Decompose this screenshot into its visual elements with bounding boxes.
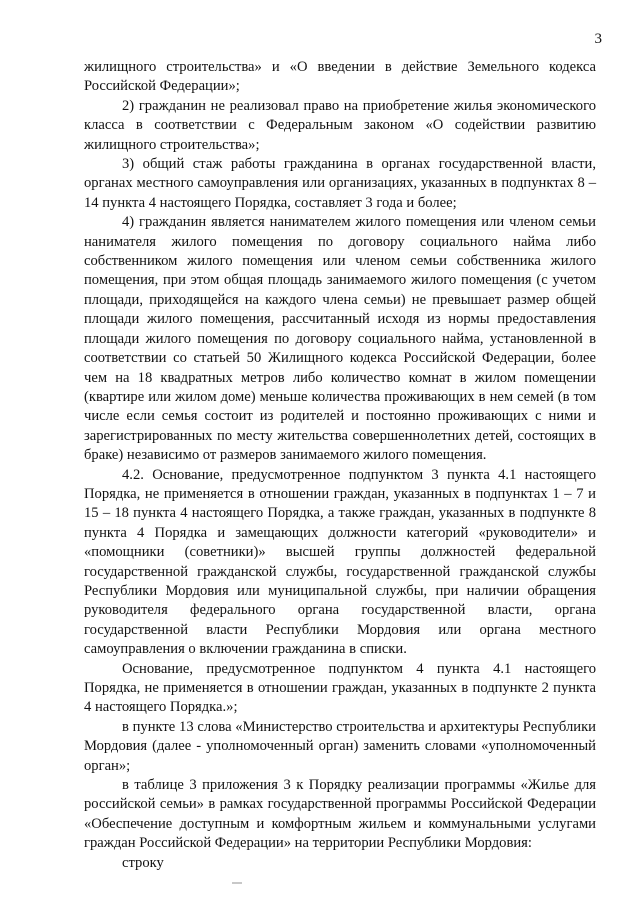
scan-mark [232, 882, 242, 884]
paragraph-continuation: жилищного строительства» и «О введении в действие Земельного кодекса Российской Федерации»; [84, 59, 596, 95]
paragraph-item-4: 4) гражданин является нанимателем жилого помещения или членом семьи нанимателя жилого помещения по договору социального найма либо собственником жилого помещения или членом семьи собственника жилого помещения, при этом общая площадь занимаемого жилого помещения (с учетом площади, приходящейся на каждого члена семьи) не превышает размер общей площади жилого помещения, рассчитанный исходя из нормы предоставления площади жилого помещения по договору социального найма, установленной в соответствии со статьей 50 Жилищного кодекса Российской Федерации, более чем на 18 квадратных метров либо количество комнат в жилом помещении (квартире или жилом доме) меньше количества проживающих в нем семей (в том числе если семья состоит из родителей и постоянно проживающих с ними и зарегистрированных по месту жительства совершеннолетних детей, состоящих в браке) независимо от размеров занимаемого жилого помещения. [84, 214, 596, 464]
paragraph-table-3: в таблице 3 приложения 3 к Порядку реализации программы «Жилье для российской семьи» в рамках государственной программы Российской Федерации «Обеспечение доступным и комфортным жильем и коммунальными услугами граждан Российской Федерации» на территории Республики Мордовия: [84, 777, 596, 852]
paragraph-basis-note: Основание, предусмотренное подпунктом 4 пункта 4.1 настоящего Порядка, не применяется в отношении граждан, указанных в подпункте 2 пункта 4 настоящего Порядка.»; [84, 660, 596, 716]
paragraph-4-2: 4.2. Основание, предусмотренное подпунктом 3 пункта 4.1 настоящего Порядка, не применяется в отношении граждан, указанных в подпунктах 1 – 7 и 15 – 18 пункта 4 настоящего Порядка, а также граждан, указанных в подпункте 8 пункта 4 Порядка и замещающих должности категорий «руководители» и «помощники (советники)» высшей группы должностей федеральной государственной гражданской службы, государственной гражданской службы Республики Мордовия или муниципальной службы, при наличии обращения руководителя федерального органа государственной власти, органа государственной власти Республики Мордовия или органа местного самоуправления о включении гражданина в списки. [84, 466, 596, 658]
page-number: 3 [594, 31, 602, 47]
paragraph-item-2: 2) гражданин не реализовал право на приобретение жилья экономического класса в соответствии с Федеральным законом «О содействии развитию жилищного строительства»; [84, 97, 596, 153]
document-body [84, 58, 596, 873]
paragraph-row: строку [122, 854, 164, 871]
paragraph-point-13: в пункте 13 слова «Министерство строительства и архитектуры Республики Мордовия (далее - уполномоченный орган) заменить словами «уполномоченный орган»; [84, 718, 596, 774]
paragraph-item-3: 3) общий стаж работы гражданина в органах государственной власти, органах местного самоуправления или организациях, указанных в подпунктах 8 – 14 пункта 4 настоящего Порядка, составляет 3 года и более; [84, 156, 596, 211]
